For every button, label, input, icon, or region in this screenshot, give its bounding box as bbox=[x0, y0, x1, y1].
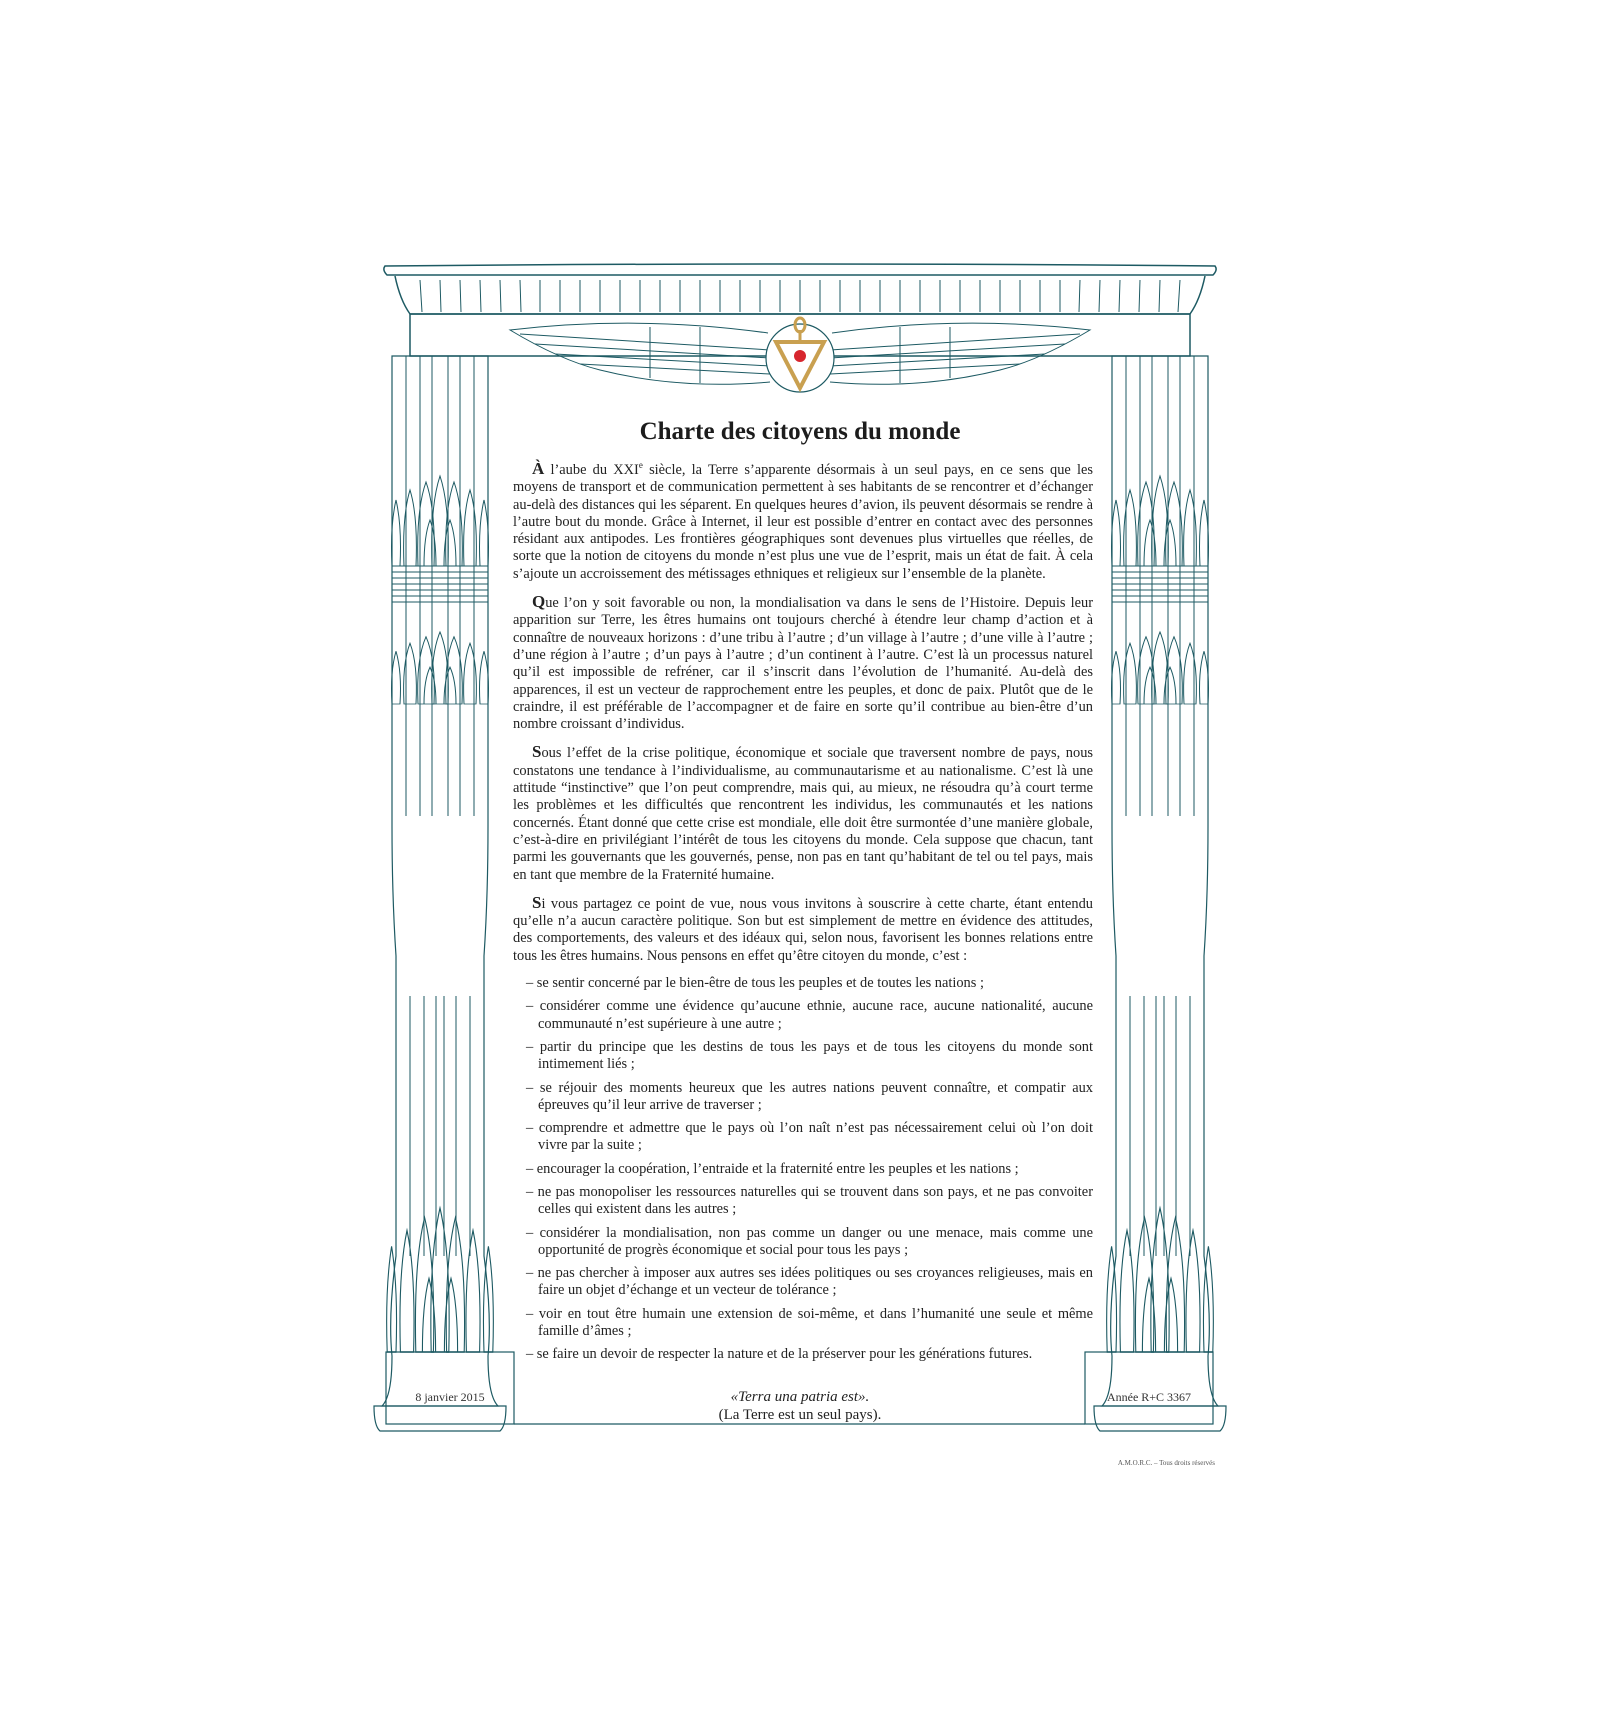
paragraph bbox=[513, 743, 1093, 883]
motto-french: (La Terre est un seul pays). bbox=[718, 1407, 882, 1423]
motto-latin: «Terra una patria est». bbox=[730, 1389, 870, 1405]
list-item: – considérer la mondialisation, non pas comme un danger ou une menace, mais comme une opportunité de progrès économique et social pour tous les pays ; bbox=[526, 1224, 1093, 1258]
drop-cap: À bbox=[532, 459, 545, 478]
motto bbox=[600, 1388, 1000, 1424]
list-item: – partir du principe que les destins de tous les pays et de tous les citoyens du monde sont intimement liés ; bbox=[526, 1038, 1093, 1073]
list-item: – voir en tout être humain une extension de soi-même, et dans l’humanité une seule et même famille d’âmes ; bbox=[526, 1305, 1093, 1340]
paragraph bbox=[513, 460, 1093, 583]
ankh-triangle-rose-emblem bbox=[766, 318, 834, 392]
list-item: – se faire un devoir de respecter la nature et de la préserver pour les générations futures. bbox=[526, 1346, 1033, 1363]
paragraph-text: siècle, la Terre s’apparente désormais à un seul pays, en ce sens que les moyens de transport et de communication permettent à ses habitants de se rencontrer et d’échanger au-delà des distances qui les séparent. En quelques heures d’avion, ils peuvent désormais se rendre à l’autre bout du monde. Grâce à Internet, il leur est possible d’entrer en contact avec des personnes résidant aux antipodes. Les frontières géographiques sont devenues plus virtuelles que réelles, de sorte que la notion de citoyens du monde n’est plus une vue de l’esprit, mais un état de fait. À cela s’ajoute un accroissement des métissages ethniques et religieux sur l’ensemble de la planète. bbox=[513, 462, 1094, 582]
commitment-list bbox=[513, 975, 1093, 1364]
charter-body bbox=[513, 460, 1093, 1370]
copyright-notice: A.M.O.R.C. – Tous droits réservés bbox=[1117, 1459, 1215, 1467]
paragraph-text: ue l’on y soit favorable ou non, la mondialisation va dans le sens de l’Histoire. Depuis leur apparition sur Terre, les êtres humains ont toujours cherché à étendre leur champ d’action et à connaître de nouveaux horizons : d’une tribu à l’autre ; d’un village à l’autre ; d’une ville à l’autre ; d’une région à l’autre ; d’un pays à l’autre ; d’un continent à l’autre. C’est là un processus naturel qu’il est impossible de refréner, car il s’inscrit dans l’évolution de l’humanité. Au-delà des apparences, il est un vecteur de rapprochement entre les peuples, et donc de paix. Plutôt que de le craindre, il est préférable de l’accompagner et de faire en sorte qu’il contribue au bien-être d’un nombre croissant d’individus. bbox=[513, 595, 1093, 733]
list-item: – ne pas chercher à imposer aux autres ses idées politiques ou ses croyances religieuses, mais en faire un objet d’échange et un vecteur de tolérance ; bbox=[526, 1265, 1093, 1299]
drop-cap: S bbox=[532, 892, 542, 912]
paragraph-text: ous l’effet de la crise politique, économique et sociale que traversent nombre de pays, nous constatons une tendance à l’individualisme, au communautarisme et au nationalisme. C’est là une attitude “instinctive” que l’on peut comprendre, mais qui, au mieux, ne résoudra qu’à court terme les problèmes et les difficultés que rencontrent les individus, les communautés et les nations concernés. Étant donné que cette crise est mondiale, elle doit être surmontée d’une manière globale, c’est-à-dire en privilégiant l’intérêt de tous les citoyens du monde. Cela suppose que chacun, tant parmi les gouvernants que les gouvernés, pense, non pas en tant qu’habitant de tel ou tel pays, mais en tant que membre de la Fraternité humaine. bbox=[513, 745, 1093, 883]
year-label: Année R+C 3367 bbox=[1106, 1390, 1192, 1404]
paragraph bbox=[513, 894, 1093, 965]
list-item: – comprendre et admettre que le pays où l’on naît n’est pas nécessairement celui où l’on doit vivre par la suite ; bbox=[526, 1120, 1093, 1154]
list-item: – considérer comme une évidence qu’aucune ethnie, aucune race, aucune nationalité, aucune communauté n’est supérieure à une autre ; bbox=[526, 998, 1093, 1032]
right-plinth bbox=[1085, 1352, 1213, 1424]
drop-cap: Q bbox=[532, 592, 546, 612]
date-label: 8 janvier 2015 bbox=[415, 1390, 485, 1404]
drop-cap: S bbox=[532, 742, 542, 762]
paragraph bbox=[513, 593, 1093, 733]
left-lotus-column bbox=[374, 356, 506, 1431]
page-title: Charte des citoyens du monde bbox=[639, 418, 961, 445]
paragraph-text: l’aube du XXI bbox=[544, 462, 639, 478]
list-item: – encourager la coopération, l’entraide et la fraternité entre les peuples et les nations ; bbox=[526, 1160, 1019, 1177]
list-item: – se réjouir des moments heureux que les autres nations peuvent connaître, et compatir aux épreuves qu’il leur arrive de traverser ; bbox=[526, 1079, 1093, 1113]
right-lotus-column bbox=[1094, 356, 1226, 1431]
left-plinth bbox=[386, 1352, 514, 1424]
list-item: – se sentir concerné par le bien-être de tous les peuples et de toutes les nations ; bbox=[526, 975, 984, 992]
superscript: e bbox=[638, 460, 643, 471]
list-item: – ne pas monopoliser les ressources naturelles qui se trouvent dans son pays, et ne pas convoiter celles qui existent dans les autres ; bbox=[526, 1183, 1093, 1218]
paragraph-text: i vous partagez ce point de vue, nous vous invitons à souscrire à cette charte, étant entendu qu’elle n’a aucun caractère politique. Son but est simplement de mettre en évidence des attitudes, des comportements, des valeurs et des idéaux qui, selon nous, favorisent les bonnes relations entre tous les êtres humains. Nous pensons en effet qu’être citoyen du monde, c’est : bbox=[513, 895, 1093, 964]
